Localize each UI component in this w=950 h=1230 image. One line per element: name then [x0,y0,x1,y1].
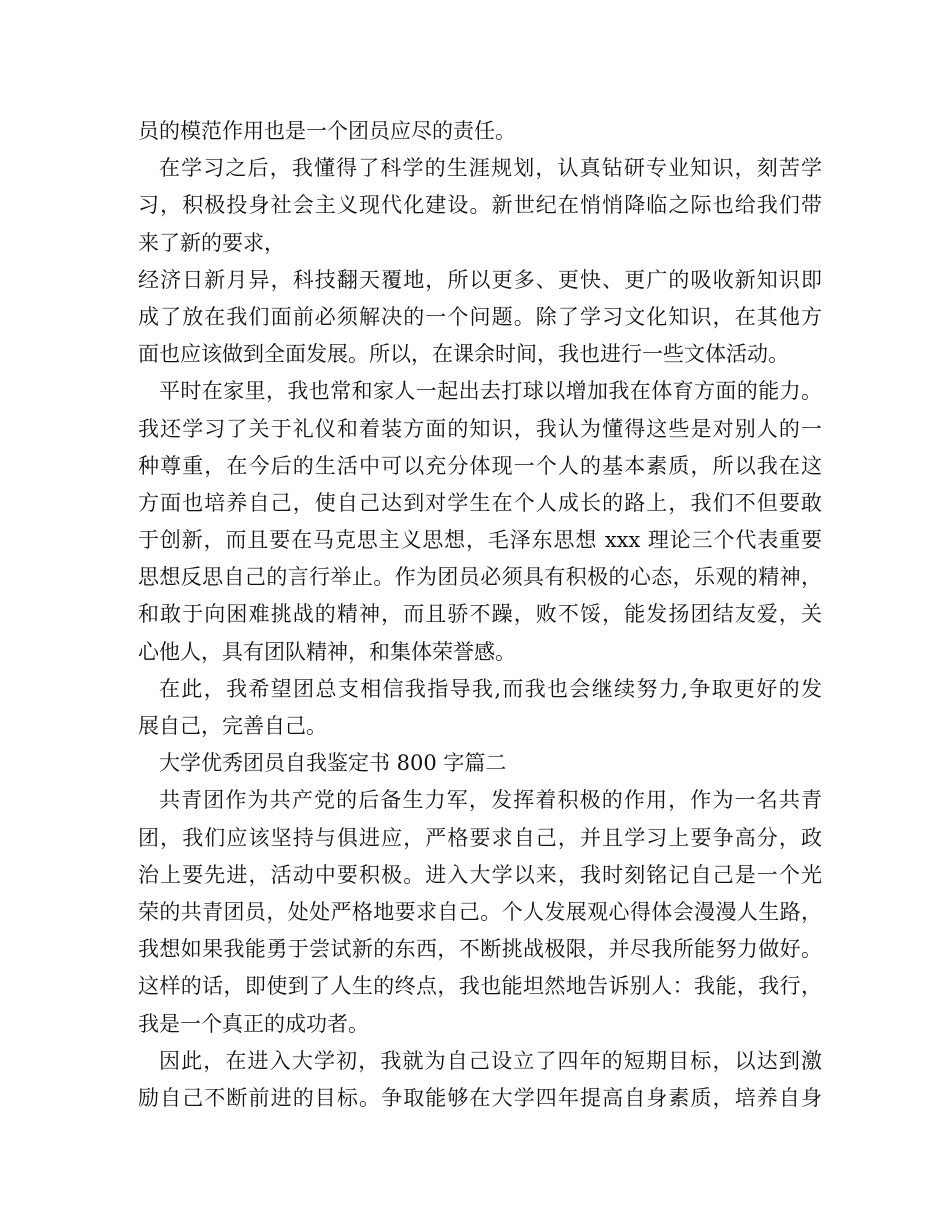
document-body [138,113,822,1117]
text-line: 在学习之后，我懂得了科学的生涯规划，认真钻研专业知识，刻苦学 [159,156,822,181]
text-line: 成了放在我们面前必须解决的一个问题。除了学习文化知识，在其他方 [138,304,822,329]
text-line: 平时在家里，我也常和家人一起出去打球以增加我在体育方面的能力。 [159,379,822,404]
text-line: 我还学习了关于礼仪和着装方面的知识，我认为懂得这些是对别人的一 [138,416,822,441]
text-line: 我想如果我能勇于尝试新的东西，不断挑战极限，并尽我所能努力做好。 [138,937,822,962]
text-line: 大学优秀团员自我鉴定书 800 字篇二 [159,751,507,776]
text-line: 我是一个真正的成功者。 [138,1011,369,1036]
text-line: 面也应该做到全面发展。所以，在课余时间，我也进行一些文体活动。 [138,342,789,367]
text-line: 于创新，而且要在马克思主义思想，毛泽东思想 xxx 理论三个代表重要 [138,528,822,553]
text-line: 共青团作为共产党的后备生力军，发挥着积极的作用，作为一名共青 [159,788,822,813]
text-line: 习，积极投身社会主义现代化建设。新世纪在悄悄降临之际也给我们带 [138,193,822,218]
text-line: 这样的话，即使到了人生的终点，我也能坦然地告诉别人：我能，我行， [138,974,822,999]
text-line: 种尊重，在今后的生活中可以充分体现一个人的基本素质，所以我在这 [138,453,822,478]
text-line: 来了新的要求， [138,230,285,255]
text-line: 展自己，完善自己。 [138,714,327,738]
text-line: 励自己不断前进的目标。争取能够在大学四年提高自身素质，培养自身 [138,1085,822,1110]
text-line: 经济日新月异，科技翻天覆地，所以更多、更快、更广的吸收新知识即 [138,267,822,292]
text-line: 思想反思自己的言行举止。作为团员必须具有积极的心态，乐观的精神， [138,565,822,590]
text-line: 心他人，具有团队精神，和集体荣誉感。 [138,639,516,664]
text-line: 方面也培养自己，使自己达到对学生在个人成长的路上，我们不但要敢 [138,490,822,515]
text-line: 荣的共青团员，处处严格地要求自己。个人发展观心得体会漫漫人生路， [138,899,822,924]
text-line: 治上要先进，活动中要积极。进入大学以来，我时刻铭记自己是一个光 [138,862,822,887]
text-line: 和敢于向困难挑战的精神，而且骄不躁，败不馁，能发扬团结友爱，关 [138,602,822,627]
text-line: 团，我们应该坚持与俱进应，严格要求自己，并且学习上要争高分，政 [138,825,822,850]
text-line: 因此，在进入大学初，我就为自己设立了四年的短期目标，以达到激 [159,1048,822,1073]
text-line: 在此，我希望团总支相信我指导我,而我也会继续努力,争取更好的发 [159,676,822,701]
text-line: 员的模范作用也是一个团员应尽的责任。 [138,119,516,143]
